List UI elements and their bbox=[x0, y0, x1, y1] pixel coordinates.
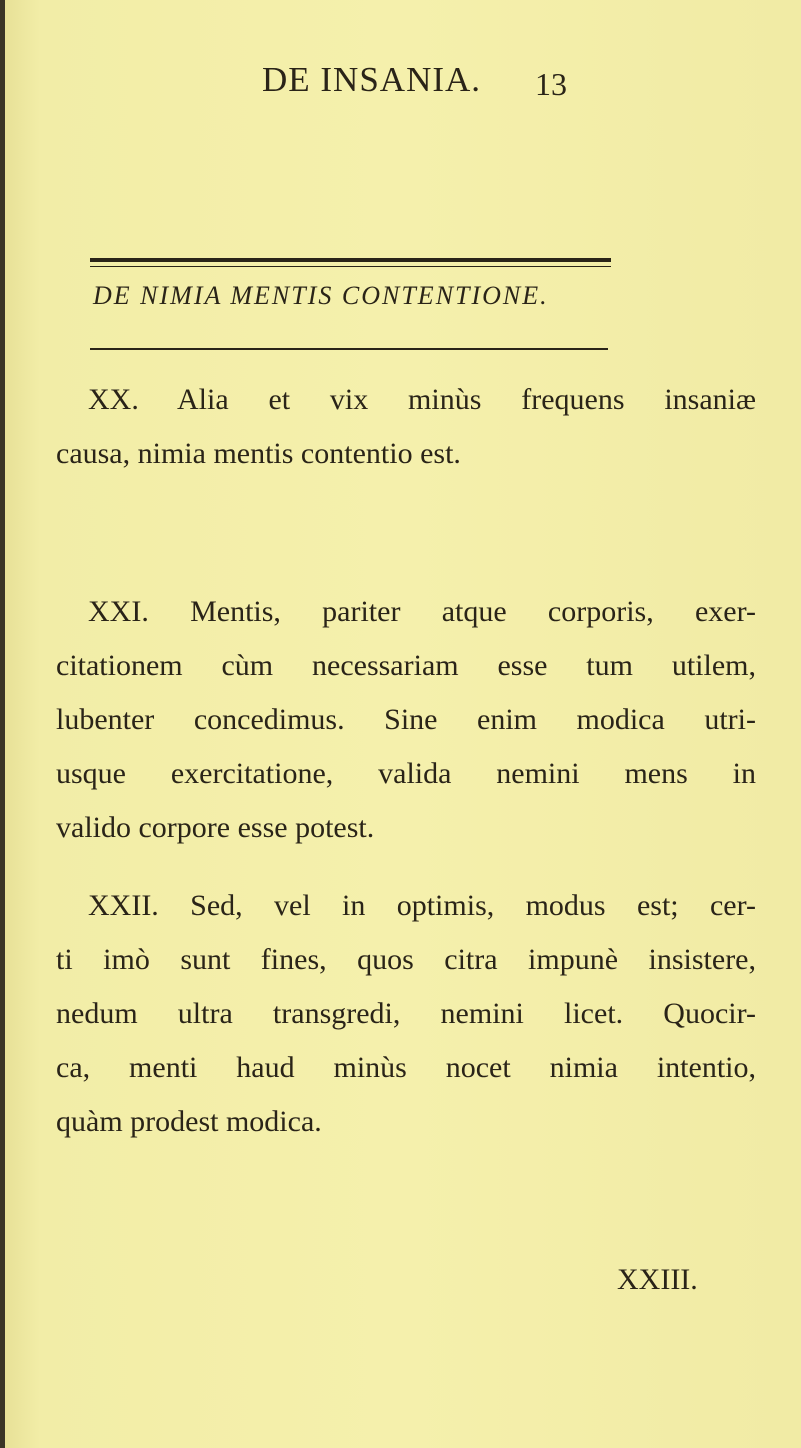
heading-rule-top bbox=[90, 258, 611, 262]
catchword: XXIII. bbox=[617, 1263, 698, 1296]
page-binding-edge bbox=[0, 0, 5, 1448]
page-number: 13 bbox=[535, 66, 567, 102]
paragraph-xxii bbox=[56, 879, 756, 1149]
text-line: usque exercitatione, valida nemini mens in bbox=[56, 757, 756, 790]
running-head bbox=[0, 60, 801, 110]
paragraph-xxi bbox=[56, 585, 756, 855]
heading-rule-top-thin bbox=[90, 266, 611, 267]
text-line: valido corpore esse potest. bbox=[56, 811, 375, 844]
text-line: ti imò sunt fines, quos citra impunè insistere, bbox=[56, 943, 756, 976]
text-line: XX. Alia et vix minùs frequens insaniæ bbox=[88, 383, 756, 416]
section-heading: DE NIMIA MENTIS CONTENTIONE. bbox=[93, 281, 549, 310]
text-line: ca, menti haud minùs nocet nimia intentio, bbox=[56, 1051, 756, 1084]
running-title: DE INSANIA. bbox=[262, 60, 482, 99]
text-line: lubenter concedimus. Sine enim modica utri- bbox=[56, 703, 756, 736]
text-line: XXII. Sed, vel in optimis, modus est; cer- bbox=[88, 889, 756, 922]
heading-rule-bottom bbox=[90, 348, 608, 350]
text-line: citationem cùm necessariam esse tum utilem, bbox=[56, 649, 756, 682]
text-line: XXI. Mentis, pariter atque corporis, exer- bbox=[88, 595, 756, 628]
text-line: causa, nimia mentis contentio est. bbox=[56, 437, 461, 470]
text-line: quàm prodest modica. bbox=[56, 1105, 322, 1138]
paragraph-xx bbox=[56, 373, 756, 481]
text-line: nedum ultra transgredi, nemini licet. Quocir- bbox=[56, 997, 756, 1030]
